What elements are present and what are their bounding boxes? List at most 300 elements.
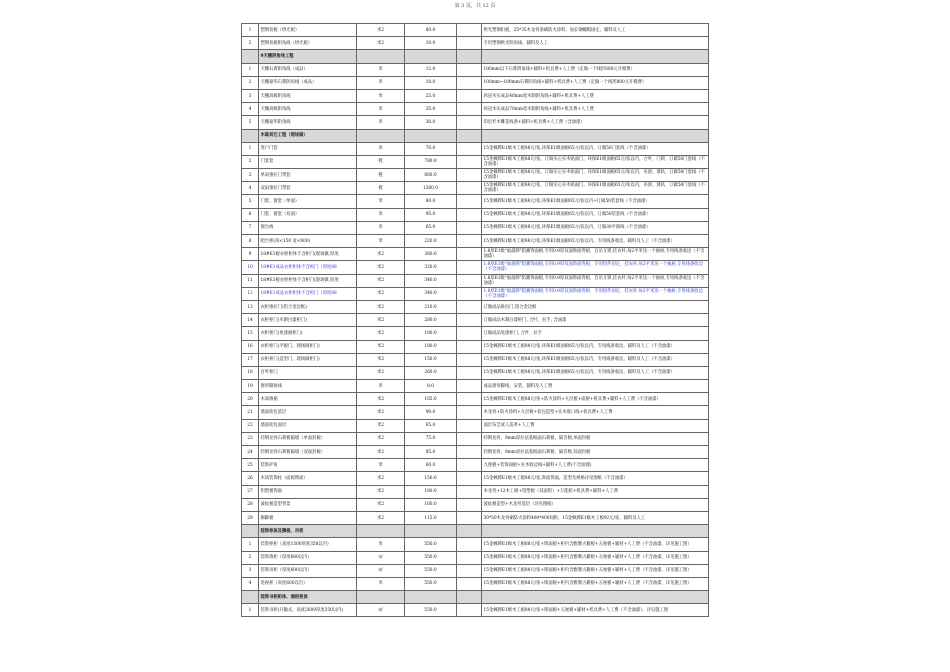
unit-cell: 米2 [357,432,405,445]
price-cell: 550.0 [405,551,457,564]
price-cell: 30.0 [405,116,457,129]
item-name: 18#E1板衣柜柜体不含柜门(现场做,厚度 [259,274,357,287]
section-row [242,591,709,604]
description-cell: 订做成品免漆柜门, 合叶、拉手 [482,327,709,340]
description-cell: 印尼杉木雕花线条+辅料+机具费+人工费（含油漆） [482,116,709,129]
table-row [242,340,709,353]
price-cell: 550.0 [405,564,457,577]
price-cell: 340.0 [405,287,457,300]
row-number: 1 [242,24,259,37]
price-cell: 380.0 [405,248,457,261]
price-cell: 8.0 [405,380,457,393]
row-number: 6 [242,208,259,221]
blank-cell [457,169,482,182]
price-cell: 1380.0 [405,182,457,195]
item-name: 门套、窗套（双面） [259,208,357,221]
blank-cell [457,300,482,313]
row-number: 13 [242,300,259,313]
unit-cell: 米2 [357,366,405,379]
unit-cell: 米2 [357,498,405,511]
table-row [242,551,709,564]
row-number: 12 [242,287,259,300]
unit-cell: 米 [357,235,405,248]
section-row [242,50,709,63]
description-cell: 1.8厚E1级"福晟牌"防潮饰面板,专用0.9厚双面饰面背板，自吊互锁,挂衣杆,每2平米送一个抽屉,专用线条收边（不含油漆） [482,248,709,261]
price-cell: 10.0 [405,37,457,50]
description-cell: 木龙骨+12木工板+铝塑板（双面铝）+万能胶+机具费+辅料+人工费 [482,485,709,498]
unit-cell: 米2 [357,472,405,485]
blank-cell [457,564,482,577]
unit-cell: 米 [357,380,405,393]
unit-cell: 米2 [357,314,405,327]
price-cell: 780.0 [405,155,457,168]
unit-cell: 米 [357,538,405,551]
table-row [242,538,709,551]
row-number: 11 [242,274,259,287]
item-name: 塑钢扣板阴角线（烘光板） [259,37,357,50]
table-row [242,261,709,274]
unit-cell: 米 [357,89,405,102]
price-cell: 185.0 [405,393,457,406]
description-cell: 100mm~180mm石膏阴角线+辅料+机具费+人工费（定做一个线形800元开模费） [482,76,709,89]
item-name: 墙面软包基层 [259,406,357,419]
unit-cell: 米2 [357,300,405,313]
table-row [242,274,709,287]
unit-cell: 樘 [357,155,405,168]
unit-cell [357,591,405,604]
price-cell: 150.0 [405,472,457,485]
table-row [242,393,709,406]
description-cell: 订做成品木制白漆柜门, 合叶、拉手, 含油漆 [482,314,709,327]
item-name: 墙面软包面层 [259,419,357,432]
description-cell: 15金枫牌E1级木工板88元/张,环保E1级面板65元/张以内，专用线条收边，辅料及人工（不含油漆） [482,353,709,366]
blank-cell [457,604,482,617]
item-name: 18#E1成品衣柜柜体不含柜门（厚度88 [259,261,357,274]
item-name: 装饰吊柜（厚度600以内） [259,564,357,577]
table-row [242,300,709,313]
description-cell: 成品窗帘脚线、安装、辅料及人工费 [482,380,709,393]
description-cell: 100mm以下石膏阴角线+辅料+机具费+人工费（定做一个线形800元开模费） [482,63,709,76]
unit-cell: ㎡ [357,604,405,617]
description-cell: 1.8厚E1级"福晟牌"防潮饰面板,专用0.9厚双面饰面背板，专用铝件固定，挂衣杆,每2平米送一个抽屉,专用线条收边（不含油漆） [482,287,709,300]
price-cell: 340.0 [405,274,457,287]
unit-cell: 樘 [357,169,405,182]
unit-cell: 米2 [357,327,405,340]
table-row [242,195,709,208]
table-row [242,406,709,419]
price-cell: 60.0 [405,459,457,472]
description-cell: 面层布艺或人造革+人工费 [482,419,709,432]
blank-cell [457,76,482,89]
quotation-table [241,23,709,617]
description-cell: 九厘板+装饰面板+实木收边线+辅料+人工费(不含油漆) [482,459,709,472]
table-row [242,432,709,445]
description-cell: 15金枫牌E1级木工板88元/张,环保E1级面板65元/张以内，专用线条收边，辅料及人工（不含油漆） [482,340,709,353]
blank-cell [457,261,482,274]
description-cell: 轻钢龙骨，9mm厚拉法基纸面石膏板，隔音棉,双面封板 [482,446,709,459]
price-cell: 25.0 [405,89,457,102]
row-number: 27 [242,485,259,498]
blank-cell [457,89,482,102]
unit-cell: 米2 [357,485,405,498]
unit-cell: ㎡ [357,551,405,564]
price-cell: 280.0 [405,314,457,327]
unit-cell: 米 [357,208,405,221]
table-row [242,577,709,590]
unit-cell: 米 [357,195,405,208]
row-number: 14 [242,314,259,327]
unit-cell [357,525,405,538]
item-name: 装饰墙柜（厚度680以内） [259,551,357,564]
blank-cell [457,472,482,485]
row-number: 10 [242,261,259,274]
blank-cell [457,24,482,37]
price-cell: 65.0 [405,419,457,432]
blank-cell [457,459,482,472]
row-number: 15 [242,327,259,340]
item-name: 18#E1板衣柜柜体不含柜门(现场做,厚度 [259,248,357,261]
table-row [242,287,709,300]
description-cell: 15金枫牌E1级木工板88元/张,环保E1级面板65元/张以内，订做50装套线（不含油漆） [482,208,709,221]
item-name: 装饰柜柜（高度1300厚度350以内） [259,538,357,551]
price-cell: 220.0 [405,235,457,248]
description-cell: 15金枫牌E1级木工板88元/张+饰面板+柜内含雅牌古籍板+五厘板+辅材+人工费（不含油漆，详见施工图） [482,538,709,551]
blank-cell [457,485,482,498]
blank-cell [457,340,482,353]
unit-cell [357,129,405,142]
table-row [242,498,709,511]
item-name: 轻钢龙骨石膏板隔墙（单面封板） [259,432,357,445]
row-number: 3 [242,89,259,102]
description-cell: 15金枫牌E1级木工板88元/张,环保E1级面板65元/张以内，专用线条收边，辅料及人工（不含油漆） [482,366,709,379]
unit-cell: 米2 [357,248,405,261]
unit-cell: 米2 [357,511,405,524]
table-row [242,155,709,168]
item-name: 18#E1成品衣柜柜体不含柜门（厚度88 [259,287,357,300]
item-name: 吧台柜(高<150 宽<600) [259,235,357,248]
description-cell: 15金枫牌E1级木工板88元/张，订做实心实木贴面门，环保E1级面板65元/张以内，吊滑、滑轨、订做50门套线（不含油漆） [482,182,709,195]
price-cell [405,50,457,63]
unit-cell: 米2 [357,446,405,459]
blank-cell [457,577,482,590]
price-cell: 880.0 [405,169,457,182]
item-name: 塑钢扣板（烘光板） [259,24,357,37]
description-cell [482,525,709,538]
table-row [242,182,709,195]
description-cell: 订做成品推拉门,铝合金边框 [482,300,709,313]
table-row [242,235,709,248]
unit-cell: 米2 [357,353,405,366]
description-cell: 15金枫牌E1级木工板88元/张,环保E1级面板65元/张以内，订做30平圆线（不含油漆） [482,221,709,234]
description-cell: 15金枫牌E1级木工板88元/张,环保E1级面板65元/张以内，专用线条收边，辅料及人工（不含油漆） [482,235,709,248]
row-number: 4 [242,103,259,116]
row-number: 5 [242,195,259,208]
description-cell: 1.8厚E1级"福晟牌"防潮饰面板,专用0.9厚双面饰面背板，专用铝件固定，挂衣杆,每2平米送一个抽屉,专用线条收边（不含油漆） [482,261,709,274]
item-name: 天棚豪华石膏阴角线（成品） [259,76,357,89]
table-row [242,169,709,182]
item-name: 轻钢龙骨石膏板隔墙（双面封板） [259,446,357,459]
row-number: 1 [242,63,259,76]
description-cell: 15金枫牌E1级木工板88元/张,环保E1级面板65元/张以内+订做50装套线（不含油漆） [482,195,709,208]
row-number: 28 [242,498,259,511]
blank-cell [457,591,482,604]
blank-cell [457,314,482,327]
blank-cell [457,235,482,248]
table-row [242,459,709,472]
price-cell: 12.0 [405,63,457,76]
unit-cell [357,50,405,63]
description-cell: 15金枫牌E1级木工板88元/张+饰面板+柜内含雅牌古籍板+五厘板+辅材+人工费（不含油漆，详见施工图） [482,577,709,590]
blank-cell [457,142,482,155]
unit-cell: 米 [357,103,405,116]
blank-cell [457,208,482,221]
section-title: 木做其它工程（现场做） [259,129,357,142]
item-name: 踢脚板 [259,511,357,524]
item-name: 天棚高级阴角线 [259,103,357,116]
description-cell: 15金枫牌E1级木工板88元/张+饰面板+柜内含雅牌古籍板+五厘板+辅材+人工费（不含油漆，详见施工图） [482,551,709,564]
price-cell: 150.0 [405,353,457,366]
section-title: 装饰书柜柜体、酒柜柜体 [259,591,357,604]
price-cell: 35.0 [405,103,457,116]
unit-cell: 米 [357,221,405,234]
blank-cell [457,498,482,511]
description-cell: 15金枫牌E1级木工板88元/张,环保E1级面板65元/张以内，订做50门套线（不含油漆） [482,142,709,155]
unit-cell: 米2 [357,419,405,432]
table-row [242,485,709,498]
row-number: 2 [242,551,259,564]
unit-cell: 米2 [357,261,405,274]
row-number: 29 [242,511,259,524]
row-number: 4 [242,182,259,195]
price-cell: 260.0 [405,366,457,379]
blank-cell [457,380,482,393]
price-cell: 95.0 [405,208,457,221]
unit-cell: 米2 [357,393,405,406]
unit-cell: 米 [357,76,405,89]
description-cell: 15金枫牌E1级木工板88元/张,饰面饰面，造型及规格详见图纸（不含油漆） [482,472,709,485]
blank-cell [457,63,482,76]
price-cell: 75.0 [405,432,457,445]
table-row [242,327,709,340]
item-name: 木质墙裙 [259,393,357,406]
item-name: 窗台线 [259,221,357,234]
description-cell [482,50,709,63]
blank-cell [457,274,482,287]
blank-cell [457,37,482,50]
price-cell: 80.0 [405,195,457,208]
item-name: 衣柜推拉门(铝合金边框) [259,300,357,313]
row-number: 21 [242,406,259,419]
item-name: 电视柜（高度600以内） [259,577,357,590]
blank-cell [457,103,482,116]
item-name: 衣柜柜门(平板门，现场做柜门) [259,340,357,353]
table-row [242,24,709,37]
unit-cell: 米2 [357,274,405,287]
description-cell: 15金枫牌E1级木工板88元/张，订做实心实木贴面门，环保E1级面板65元/张以内，吊滑、滑轨、订做50门套线（不含油漆） [482,169,709,182]
section-row [242,525,709,538]
blank-cell [457,129,482,142]
row-number: 17 [242,353,259,366]
price-cell: 115.0 [405,511,457,524]
row-number: 22 [242,419,259,432]
blank-cell [457,248,482,261]
blank-cell [457,406,482,419]
item-name: 衣柜柜门(造型门，现场做柜门) [259,353,357,366]
item-name: 进户门套 [259,142,357,155]
unit-cell: 米2 [357,406,405,419]
item-name: 单扇推拉门带套 [259,169,357,182]
price-cell: 180.0 [405,327,457,340]
table-row [242,103,709,116]
item-name: 天棚石膏阴角线（成品） [259,63,357,76]
row-number: 2 [242,37,259,50]
row-number: 4 [242,577,259,590]
unit-cell: 米 [357,142,405,155]
blank-cell [457,551,482,564]
row-number: 19 [242,380,259,393]
row-number: 3 [242,169,259,182]
item-name: 门套套 [259,155,357,168]
blank-cell [457,446,482,459]
description-cell [482,129,709,142]
description-cell: 15金枫牌E1级木工板88元/张+饰面板+五厘板+辅材+机具费+人工费（不含油漆），详见施工图 [482,604,709,617]
price-cell [405,129,457,142]
blank-cell [457,182,482,195]
page-header: 第 3 页，共 12 页 [454,3,496,9]
item-name: 百叶柜门 [259,366,357,379]
table-row [242,472,709,485]
blank-cell [457,221,482,234]
blank-cell [457,353,482,366]
row-number: 9 [242,248,259,261]
item-name: 衣柜柜门(木制白漆柜门) [259,314,357,327]
row-number: 2 [242,155,259,168]
row-number [242,129,259,142]
blank-cell [457,50,482,63]
item-name: 装饰书柜(开敞式，高度2600厚度350以内) [259,604,357,617]
table-row [242,221,709,234]
table-row [242,76,709,89]
description-cell: 15金枫牌E1级木工板88元/张+饰面板+柜内含雅牌古籍板+五厘板+辅材+人工费（不含油漆，详见施工图） [482,564,709,577]
price-cell: 550.0 [405,604,457,617]
price-cell: 180.0 [405,485,457,498]
unit-cell: 米 [357,459,405,472]
row-number: 16 [242,340,259,353]
item-name: 窗帘脚角线 [259,380,357,393]
price-cell [405,525,457,538]
item-name: 波纹板造型背景 [259,498,357,511]
row-number: 18 [242,366,259,379]
price-cell: 80.0 [405,24,457,37]
blank-cell [457,393,482,406]
price-cell: 90.0 [405,406,457,419]
blank-cell [457,511,482,524]
description-cell: 烘光塑钢扣板，25*35木龙骨条刷防火涂料，加长钢螺帽固定，辅料及人工 [482,24,709,37]
item-name: 衣柜柜门(免漆板柜门) [259,327,357,340]
description-cell: 轻钢龙骨，9mm厚拉法基纸面石膏板，隔音棉,单面封板 [482,432,709,445]
table-row [242,63,709,76]
blank-cell [457,366,482,379]
table-row [242,142,709,155]
item-name: 天棚高级阴角线 [259,89,357,102]
section-row [242,129,709,142]
blank-cell [457,419,482,432]
table-row [242,564,709,577]
table-row [242,419,709,432]
price-cell: 70.0 [405,142,457,155]
row-number [242,50,259,63]
blank-cell [457,195,482,208]
unit-cell: 米2 [357,24,405,37]
row-number: 23 [242,432,259,445]
row-number: 20 [242,393,259,406]
unit-cell: 米2 [357,340,405,353]
description-cell: 30*50木龙骨刷防火涂料400*400间距，15金枫牌E1级木工板92元/张，辅料及人工 [482,511,709,524]
price-cell [405,591,457,604]
table-row [242,37,709,50]
item-name: 铝塑板饰面 [259,485,357,498]
row-number: 25 [242,459,259,472]
item-name: 双扇推拉门带套 [259,182,357,195]
blank-cell [457,116,482,129]
table-row [242,353,709,366]
blank-cell [457,287,482,300]
description-cell: 15金枫牌E1级木工板88元/张，订做实心实木贴面门，环保E1级面板65元/张以内，合叶、门锁、订做50门套线（不含油漆） [482,155,709,168]
price-cell: 320.0 [405,261,457,274]
price-cell: 85.0 [405,446,457,459]
table-row [242,511,709,524]
description-cell: 木龙骨+防火涂料+九层板+软包造型+实木收口线+机具费+人工费 [482,406,709,419]
item-name: 门套、窗套（单面） [259,195,357,208]
unit-cell: ㎡ [357,564,405,577]
price-cell: 18.0 [405,76,457,89]
row-number: 8 [242,235,259,248]
blank-cell [457,327,482,340]
unit-cell: 米2 [357,287,405,300]
unit-cell: 樘 [357,182,405,195]
unit-cell: 米 [357,116,405,129]
table-row [242,116,709,129]
unit-cell: 米2 [357,37,405,50]
row-number [242,591,259,604]
row-number: 1 [242,142,259,155]
price-cell: 160.0 [405,498,457,511]
description-cell: 15金枫牌E1级木工板88元/张+防火涂料+九层板+面板+机具费+辅料+人工费（不含油漆） [482,393,709,406]
description-cell [482,591,709,604]
section-title: 装饰柜体及搁板、吊柜 [259,525,357,538]
blank-cell [457,525,482,538]
row-number [242,525,259,538]
row-number: 3 [242,564,259,577]
description-cell: 鸡冠木实成品70mm宽木制阴角线+辅料+机具费+人工费 [482,103,709,116]
blank-cell [457,538,482,551]
table-row [242,366,709,379]
item-name: 木质装饰柱（面板饰面） [259,472,357,485]
row-number: 1 [242,538,259,551]
unit-cell: 米 [357,63,405,76]
table-row [242,208,709,221]
table-row [242,380,709,393]
description-cell: 专用塑钢烘光阴角线、辅料及人工 [482,37,709,50]
description-cell: 鸡冠木实成品40mm宽木制阴角线+辅料+机具费+人工费 [482,89,709,102]
table-row [242,89,709,102]
item-name: 天棚豪华阴角线 [259,116,357,129]
item-name: 装饰护角 [259,459,357,472]
price-cell: 210.0 [405,300,457,313]
price-cell: 180.0 [405,340,457,353]
description-cell: 1.8厚E1级"福晟牌"防潮饰面板,专用0.9厚双面饰面背板，自吊互锁,挂衣杆,每2平米送一个抽屉,专用线条收边（不含油漆） [482,274,709,287]
row-number: 5 [242,116,259,129]
